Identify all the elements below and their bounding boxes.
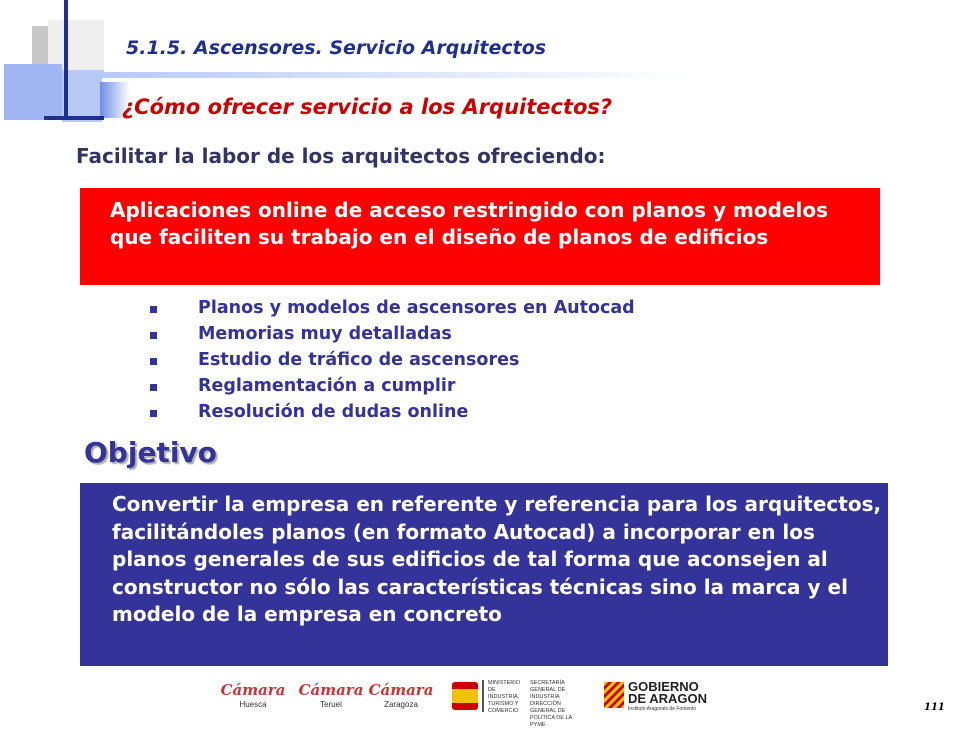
bullet-square-icon [150, 306, 157, 313]
logo-camara-teruel [298, 680, 364, 714]
decorative-square-blue [4, 64, 62, 120]
slide-subtitle: ¿Cómo ofrecer servicio a los Arquitectos? [122, 95, 613, 119]
list-item-text: Memorias muy detalladas [198, 324, 452, 344]
section-title: 5.1.5. Ascensores. Servicio Arquitectos [126, 37, 547, 59]
bullet-square-icon [150, 332, 157, 339]
highlight-box-red [80, 188, 880, 285]
list-item-text: Estudio de tráfico de ascensores [198, 350, 520, 370]
list-item-text: Planos y modelos de ascensores en Autocad [198, 298, 635, 318]
aragon-flag-icon [604, 682, 624, 708]
logo-camara-name: Cámara [298, 681, 364, 699]
page-number: 111 [924, 702, 945, 713]
gobierno-line1: GOBIERNO [628, 679, 699, 694]
logo-ministerio [452, 680, 582, 728]
list-item-text: Reglamentación a cumplir [198, 376, 456, 396]
gobierno-line3: Instituto Aragonés de Fomento [628, 706, 697, 712]
gobierno-line2: DE ARAGON [628, 691, 707, 706]
spain-shield-icon [452, 682, 478, 710]
logo-camara-name: Cámara [220, 681, 286, 699]
bullet-square-icon [150, 358, 157, 365]
ministerio-name: MINISTERIO DE INDUSTRIA, TURISMO Y COMERCIO [488, 680, 521, 714]
header-gradient-bar [100, 72, 690, 78]
list-item-text: Resolución de dudas online [198, 402, 469, 422]
objective-box-text: Convertir la empresa en referente y referencia para los arquitectos, facilitándoles planos (en formato Autocad) a incorporar en los planos generales de sus edificios de tal forma que aconsejen al constructor no sólo las características técnicas sino la marca y el modelo de la empresa en concreto [112, 492, 882, 626]
logo-camara-name: Cámara [368, 681, 434, 699]
logo-camara-huesca [220, 680, 286, 714]
logo-gobierno-aragon [604, 680, 724, 714]
bullet-square-icon [150, 410, 157, 417]
decorative-vertical-line [64, 0, 68, 120]
logo-camara-city: Huesca [239, 700, 267, 709]
logo-camara-zaragoza [368, 680, 434, 714]
bullet-square-icon [150, 384, 157, 391]
objective-heading: Objetivo [84, 436, 217, 469]
decorative-square-light [48, 20, 104, 70]
logo-camara-city: Teruel [320, 700, 342, 709]
ministerio-department: SECRETARÍA GENERAL DE INDUSTRIA DIRECCIÓN GENERAL DE POLÍTICA DE LA PYME [530, 680, 572, 728]
lead-text: Facilitar la labor de los arquitectos ofreciendo: [76, 144, 606, 168]
logo-camara-city: Zaragoza [384, 700, 418, 709]
logo-divider [482, 680, 484, 712]
decorative-horizontal-line [44, 116, 104, 120]
objective-box [80, 483, 888, 666]
highlight-box-red-text: Aplicaciones online de acceso restringido con planos y modelos que faciliten su trabajo en el diseño de planos de edificios [110, 198, 828, 249]
decorative-square-lightblue [62, 70, 102, 122]
